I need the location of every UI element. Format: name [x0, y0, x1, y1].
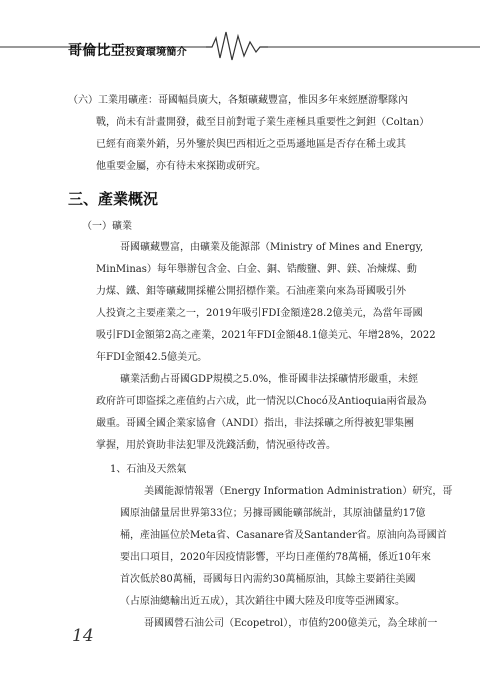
- mining-p1-line-2: MinMinas）每年舉辦包含金、白金、銅、锆酸鹽、鉀、鎂、冶煉煤、動: [96, 264, 417, 275]
- oil-p1-line-2: 國原油儲量居世界第33位；另據哥國能礦部統計，其原油儲量約17億: [120, 508, 426, 519]
- mining-p2-line-3: 嚴重。哥國全國企業家協會（ANDI）指出，非法採礦之所得被犯罪集團: [96, 418, 414, 429]
- mining-p2-line-1: 礦業活動占哥國GDP規模之5.0%，惟哥國非法採礦情形嚴重，未經: [120, 374, 419, 385]
- mining-p1-line-1: 哥國礦藏豐富，由礦業及能源部（Ministry of Mines and Energy,: [120, 242, 424, 253]
- oil-p1-line-6: （占原油總輸出近五成），其次銷往中國大陸及印度等亞洲國家。: [120, 596, 405, 607]
- subsection-heading-mining: （一）礦業: [82, 221, 132, 232]
- page-number: 14: [72, 626, 94, 646]
- oil-p1-line-1: 美國能源情報署（Energy Information Administration）研究，哥: [144, 486, 453, 497]
- item6-line-2: 戰，尚未有計畫開發，截至目前對電子業生產極具重要性之鈳鉭（Coltan）: [96, 117, 430, 128]
- item6-line-1: （六）工業用礦產：哥國幅員廣大，各類礦藏豐富，惟因多年來經歷游擊隊內: [68, 95, 408, 106]
- item6-line-3: 已經有商業外銷，另外鑒於與巴西相近之亞馬遜地區是否存在稀土或其: [96, 139, 406, 150]
- header-title-sub: 投資環境簡介: [125, 47, 188, 58]
- mining-p1-line-4: 人投資之主要產業之一，2019年吸引FDI金額達28.2億美元，為當年哥國: [96, 308, 423, 319]
- header-title-main: 哥倫比亞: [68, 43, 126, 59]
- oil-p1-line-4: 要出口項目，2020年因疫情影響，平均日產僅約78萬桶，係近10年來: [120, 552, 431, 563]
- oil-p1-line-5: 首次低於80萬桶，哥國每日內需約30萬桶原油，其餘主要銷往美國: [120, 574, 416, 585]
- header-title: [68, 40, 187, 60]
- mining-p2-line-2: 政府許可即盜採之產值約占六成，此一情況以Chocó及Antioquia兩省最為: [96, 396, 427, 407]
- mining-p1-line-5: 吸引FDI金額第2高之產業，2021年FDI金額48.1億美元、年增28%，2022: [96, 330, 436, 341]
- section-title: 三、產業概況: [68, 190, 159, 208]
- mining-p1-line-3: 力煤、鐵、鉬等礦藏開採權公開招標作業。石油產業向來為哥國吸引外: [96, 286, 406, 297]
- subsection-heading-oil-gas: 1、石油及天然氣: [110, 464, 187, 475]
- mining-p2-line-4: 掌握，用於資助非法犯罪及洗錢活動，情況亟待改善。: [96, 440, 336, 451]
- oil-p2-line-1: 哥國國營石油公司（Ecopetrol），市值約200億美元，為全球前一: [144, 618, 438, 629]
- oil-p1-line-3: 桶，產油區位於Meta省、Casanare省及Santander省。原油向為哥國首: [120, 530, 447, 541]
- mining-p1-line-6: 年FDI金額42.5億美元。: [96, 352, 208, 363]
- item6-line-4: 他重要金屬，亦有待未來探勘或研究。: [96, 161, 266, 172]
